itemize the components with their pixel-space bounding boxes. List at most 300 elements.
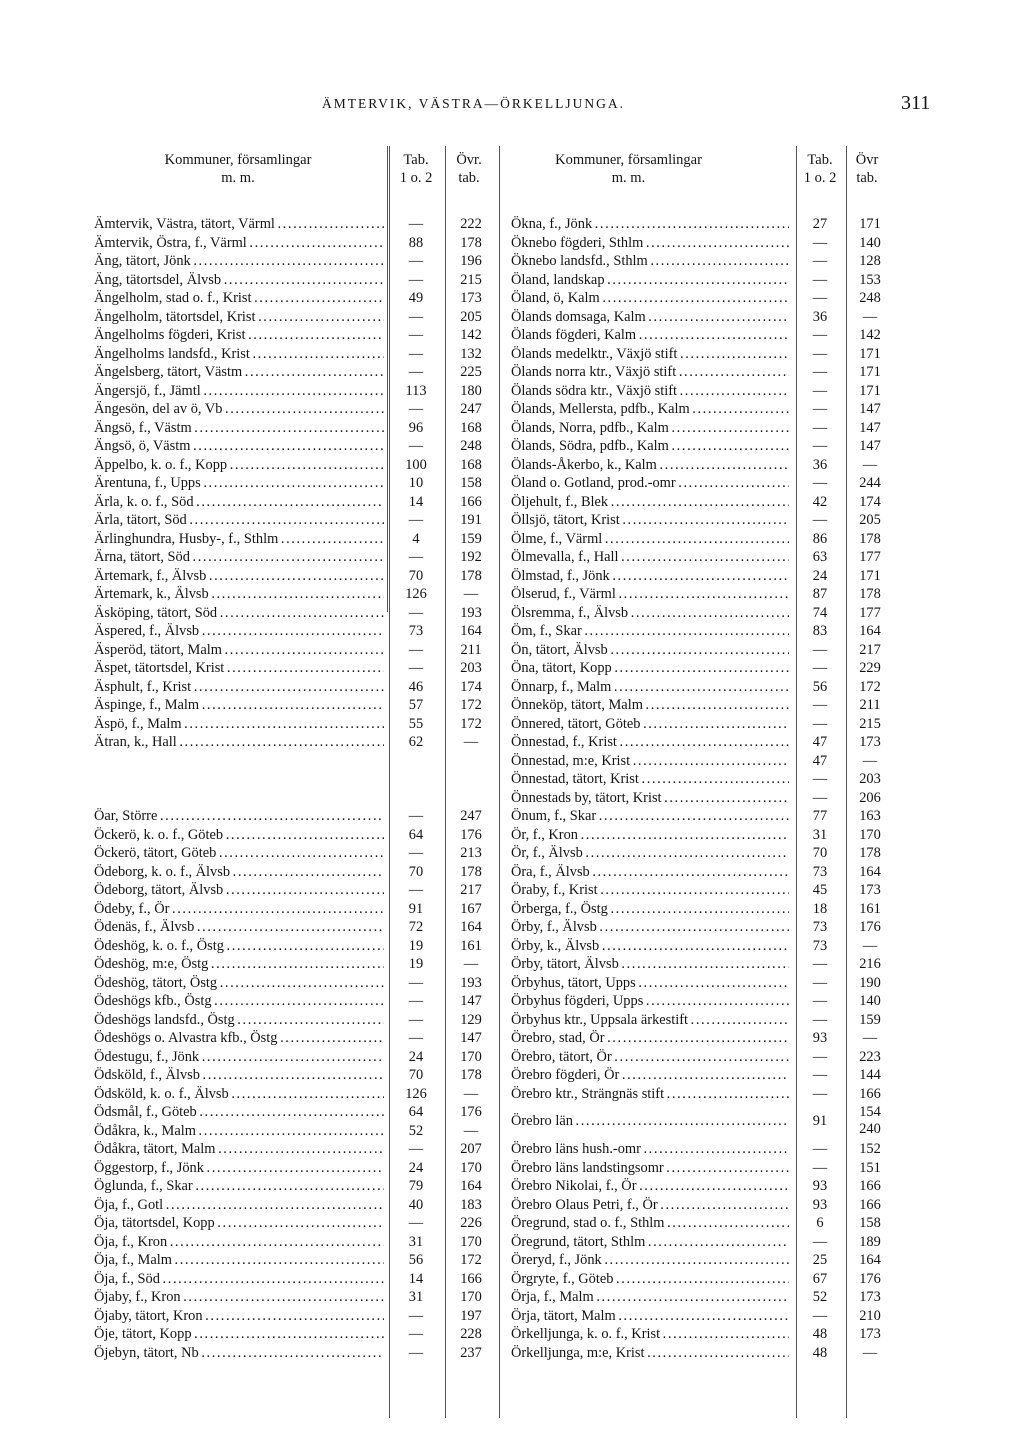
entry-name: Örja, f., Malm . . . [511,1288,789,1307]
running-title: ÄMTERVIK, VÄSTRA—ÖRKELLJUNGA. [322,96,626,111]
entry-name: Ärla, tätort, Söd . . . [94,511,384,530]
entry-tab-value: 31 [812,826,828,843]
entry-tab-value: — [812,771,828,787]
entry-name: Ärtemark, k., Älvsb . . . [94,585,384,604]
entry-tab-value: 87 [812,586,828,602]
entry-tab-value: — [812,419,828,436]
entry-ovr-value: 237 [460,1344,482,1361]
entry-name: Öregrund, stad o. f., Sthlm . . . [511,1214,789,1233]
entry-ovr-value: 142 [859,327,881,343]
col-name-label: Kommuner, församlingar [164,152,312,168]
entry-tab-value: — [812,715,828,732]
entry-tab-value: 67 [812,1270,828,1287]
entry-ovr-value: 244 [859,475,881,491]
entry-ovr-value: 171 [859,216,881,232]
entry-ovr-value: 170 [460,1048,482,1065]
entry-ovr-value: 144 [859,1067,881,1083]
entry-ovr-value: — [862,308,878,325]
entry-ovr-value: 172 [859,678,881,695]
entry-tab-value: — [812,327,828,343]
entry-ovr-value: 166 [859,1178,881,1194]
entry-name: Örkelljunga, m:e, Krist . . . [511,1344,789,1363]
entry-name: Ärla, k. o. f., Söd . . . [94,493,384,512]
entry-tab-value: — [408,993,424,1009]
entry-name: Öland, ö, Kalm . . . [511,289,789,308]
entry-tab-value: 93 [812,1178,828,1194]
entry-tab-value: 47 [812,752,828,769]
page-number: 311 [901,92,931,114]
entry-tab-value: 48 [812,1344,828,1361]
entry-name: Ödeborg, tätort, Älvsb . . . [94,881,384,900]
entry-name: Öja, f., Söd . . . [94,1270,384,1289]
entry-ovr-value: 247 [460,401,482,417]
entry-tab-value: 27 [812,216,828,232]
entry-ovr-value: 178 [460,567,482,584]
column-rule [796,146,797,1418]
entry-ovr-value: 174 [859,493,881,510]
entry-tab-value: 36 [812,308,828,325]
entry-tab-value: 100 [405,456,427,473]
entry-name: Äsköping, tätort, Söd . . . [94,604,384,623]
entry-tab-value: — [408,1307,424,1324]
entry-tab-value: — [812,974,828,991]
entry-ovr-value: 197 [460,1307,482,1324]
entry-tab-value: — [408,216,424,232]
entry-name: Örby, k., Älvsb . . . [511,937,789,956]
entry-name: Ärna, tätort, Söd . . . [94,548,384,567]
entry-ovr-value: 159 [460,530,482,547]
entry-tab-value: 79 [408,1178,424,1194]
entry-name: Örebro läns landstingsomr . . . [511,1159,789,1178]
entry-name: Ängelholms fögderi, Krist . . . [94,326,384,345]
entry-name: Ölands norra ktr., Växjö stift . . . [511,363,789,382]
entry-name: Öland o. Gotland, prod.-omr . . . [511,474,789,493]
entry-ovr-value: 192 [460,549,482,565]
entry-name: Ölme, f., Värml . . . [511,530,789,549]
entry-tab-value: 73 [812,919,828,935]
entry-tab-value: — [408,253,424,269]
entry-tab-value: 62 [408,734,424,750]
entry-ovr-value: 171 [859,567,881,584]
entry-name: Örebro, stad, Ör . . . [511,1029,789,1048]
entry-tab-value: — [812,1085,828,1102]
entry-ovr-value: 158 [460,475,482,491]
entry-ovr-value: 166 [460,493,482,510]
entry-tab-value: 42 [812,493,828,510]
entry-ovr-value: 248 [460,438,482,454]
entry-ovr-value: 142 [460,327,482,343]
entry-ovr-value: 153 [859,271,881,288]
entry-name: Ödeshögs kfb., Östg . . . [94,992,384,1011]
entry-ovr-value: 158 [859,1215,881,1231]
entry-ovr-value: 176 [859,919,881,935]
entry-ovr-value: 164 [460,1178,482,1194]
entry-name: Äng, tätortsdel, Älvsb . . . [94,271,384,290]
entry-name: Öland, landskap . . . [511,271,789,290]
entry-name: Örby, tätort, Älvsb . . . [511,955,789,974]
entry-ovr-value: 215 [460,271,482,288]
column-rule [846,146,847,1418]
entry-name: Ölmstad, f., Jönk . . . [511,567,789,586]
entry-name: Ödåkra, k., Malm . . . [94,1122,384,1141]
entry-ovr-value: 178 [859,845,881,861]
entry-ovr-value: 164 [460,623,482,639]
entry-tab-value: — [812,271,828,288]
entry-name: Örebro fögderi, Ör . . . [511,1066,789,1085]
entry-name: Ödeshögs o. Alvastra kfb., Östg . . . [94,1029,384,1048]
entry-name: Ängsö, f., Västm . . . [94,419,384,438]
entry-ovr-value: 172 [460,697,482,713]
entry-ovr-value: 171 [859,382,881,399]
entry-name: Ölserud, f., Värml . . . [511,585,789,604]
entry-ovr-value: 193 [460,974,482,991]
entry-tab-value: 77 [812,808,828,824]
entry-ovr-value: 147 [859,438,881,454]
entry-tab-value: — [812,660,828,676]
entry-tab-value: 70 [408,863,424,880]
entry-tab-value: 113 [405,382,427,399]
column-rule [445,146,446,1418]
entry-ovr-value: 147 [460,993,482,1009]
entry-tab-value: 31 [408,1233,424,1250]
entry-name: Önnestads by, tätort, Krist . . . [511,789,789,808]
entry-ovr-value-b: 240 [859,1121,881,1137]
entry-tab-value: — [812,1159,828,1176]
entry-tab-value: 64 [408,826,424,843]
entry-ovr-value: 178 [460,234,482,251]
entry-tab-value: — [812,234,828,251]
entry-name: Öregrund, tätort, Sthlm . . . [511,1233,789,1252]
entry-ovr-value: 207 [460,1141,482,1157]
entry-tab-value: 73 [812,937,828,954]
entry-tab-value: — [408,438,424,454]
entry-name: Ämtervik, Västra, tätort, Värml . . . [94,215,384,234]
entry-tab-value: 93 [812,1030,828,1046]
entry-tab-value: — [408,1326,424,1342]
entry-name: Ängelholm, stad o. f., Krist . . . [94,289,384,308]
entry-name: Ödestugu, f., Jönk . . . [94,1048,384,1067]
entry-name: Ölands, Mellersta, pdfb., Kalm . . . [511,400,789,419]
entry-name: Äspet, tätortsdel, Krist . . . [94,659,384,678]
entry-tab-value: — [408,549,424,565]
col-name-label-2: m. m. [221,170,255,186]
entry-tab-value: 56 [408,1252,424,1268]
entry-tab-value: — [408,604,424,621]
entry-tab-value: 24 [812,567,828,584]
running-head [0,92,1024,122]
entry-ovr-value: 166 [460,1270,482,1287]
col-ovr-label-2: tab. [856,170,878,186]
entry-tab-value: — [408,271,424,288]
entry-name: Äspö, f., Malm . . . [94,715,384,734]
entry-ovr-value: 152 [859,1141,881,1157]
entry-name: Ärlinghundra, Husby-, f., Sthlm . . . [94,530,384,549]
entry-ovr-value: 191 [460,512,482,528]
entry-name: Ängelsberg, tätort, Västm . . . [94,363,384,382]
entry-name: Örberga, f., Östg . . . [511,900,789,919]
entry-name: Ärtemark, f., Älvsb . . . [94,567,384,586]
entry-tab-value: 10 [408,475,424,491]
entry-tab-value: 126 [405,586,427,602]
entry-name: Öjebyn, tätort, Nb . . . [94,1344,384,1363]
entry-name: Ödsköld, f., Älvsb . . . [94,1066,384,1085]
entry-ovr-value: 177 [859,604,881,621]
entry-ovr-value: 226 [460,1215,482,1231]
entry-name: Ör, f., Älvsb . . . [511,844,789,863]
entry-ovr-value: 170 [460,1233,482,1250]
entry-ovr-value: 217 [460,882,482,898]
entry-tab-value: 73 [408,623,424,639]
entry-ovr-value: 170 [460,1159,482,1176]
entry-tab-value: 40 [408,1196,424,1213]
entry-ovr-value: 248 [859,290,881,306]
entry-tab-value: 91 [812,1113,828,1129]
entry-tab-value: 19 [408,937,424,954]
entry-name: Ödeshögs landsfd., Östg . . . [94,1011,384,1030]
entry-ovr-value: 222 [460,216,482,232]
col-ovr-label: Övr [855,152,879,168]
entry-tab-value: — [408,308,424,325]
entry-name: Ölands fögderi, Kalm . . . [511,326,789,345]
entry-tab-value: 19 [408,956,424,972]
entry-tab-value: — [812,697,828,713]
entry-name: Ödåkra, tätort, Malm . . . [94,1140,384,1159]
col-tab-label-2: 1 o. 2 [803,170,837,186]
entry-ovr-value: — [862,1344,878,1361]
entry-ovr-value: 140 [859,993,881,1009]
entry-tab-value: — [812,993,828,1009]
entry-ovr-value: 163 [859,808,881,824]
entry-tab-value: — [812,364,828,380]
entry-name: Ölands domsaga, Kalm . . . [511,308,789,327]
entry-ovr-value: — [862,752,878,769]
entry-ovr-value: 147 [859,401,881,417]
entry-ovr-value: 178 [460,1067,482,1083]
entry-name: Ängesön, del av ö, Vb . . . [94,400,384,419]
entry-tab-value: — [812,345,828,362]
entry-tab-value: 52 [812,1289,828,1305]
entry-tab-value: — [812,789,828,806]
entry-ovr-value: 168 [460,419,482,436]
col-tab-label-2: 1 o. 2 [399,170,433,186]
entry-tab-value: — [408,660,424,676]
entry-tab-value: — [812,290,828,306]
entry-tab-value: 4 [412,530,420,547]
entry-ovr-value: 132 [460,345,482,362]
entry-name: Öckerö, k. o. f., Göteb . . . [94,826,384,845]
entry-ovr-value: — [463,734,479,750]
entry-tab-value: 24 [408,1159,424,1176]
entry-name: Ölands medelktr., Växjö stift . . . [511,345,789,364]
entry-ovr-value: 223 [859,1048,881,1065]
entry-name: Örkelljunga, k. o. f., Krist . . . [511,1325,789,1344]
entry-name: Ängelholm, tätortsdel, Krist . . . [94,308,384,327]
entry-ovr-value: 217 [859,641,881,658]
entry-name: Öknebo fögderi, Sthlm . . . [511,234,789,253]
col-ovr-label: Övr. [456,152,482,168]
entry-name: Ölands södra ktr., Växjö stift . . . [511,382,789,401]
entry-name: Ölands, Södra, pdfb., Kalm . . . [511,437,789,456]
entry-name: Ödeshög, k. o. f., Östg . . . [94,937,384,956]
entry-ovr-value: 147 [460,1030,482,1046]
entry-ovr-value: 206 [859,789,881,806]
entry-name: Öckerö, tätort, Göteb . . . [94,844,384,863]
col-tab-label: Tab. [403,152,429,168]
entry-ovr-value [847,1104,893,1138]
entry-ovr-value: 173 [460,290,482,306]
col-ovr-label-2: tab. [458,170,480,186]
entry-name: Örebro län . . . [511,1103,789,1140]
entry-tab-value: 91 [408,900,424,917]
entry-tab-value: 83 [812,623,828,639]
entry-name: Ödeborg, k. o. f., Älvsb . . . [94,863,384,882]
entry-name: Örebro läns hush.-omr . . . [511,1140,789,1159]
entry-name: Ämtervik, Östra, f., Värml . . . [94,234,384,253]
entry-tab-value: 86 [812,530,828,547]
entry-ovr-value: 164 [859,623,881,639]
entry-ovr-value: — [862,456,878,473]
entry-ovr-value: 171 [859,364,881,380]
entry-name: Ölands, Norra, pdfb., Kalm . . . [511,419,789,438]
entry-ovr-value: 211 [859,697,881,713]
entry-name: Öna, tätort, Kopp . . . [511,659,789,678]
col-name-label-2: m. m. [611,170,646,186]
entry-ovr-value: — [862,1030,878,1046]
entry-name: Ärentuna, f., Upps . . . [94,474,384,493]
entry-ovr-value: 176 [859,1270,881,1287]
entry-name: Ängersjö, f., Jämtl . . . [94,382,384,401]
entry-name: Önnestad, m:e, Krist . . . [511,752,789,771]
entry-ovr-value: 178 [460,863,482,880]
entry-ovr-value: 190 [859,974,881,991]
entry-ovr-value: 172 [460,715,482,732]
entry-ovr-value: 174 [460,678,482,695]
entry-tab-value: 14 [408,493,424,510]
entry-tab-value: — [812,1048,828,1065]
entry-tab-value: 25 [812,1252,828,1268]
entry-name: Önnestad, tätort, Krist . . . [511,770,789,789]
entry-tab-value: 70 [408,567,424,584]
entry-tab-value: 56 [812,678,828,695]
entry-ovr-value: 176 [460,1104,482,1120]
entry-tab-value: 45 [812,882,828,898]
col-name-label: Kommuner, församlingar [555,152,702,168]
entry-tab-value: — [812,475,828,491]
entry-tab-value: 18 [812,900,828,917]
entry-name: Örebro Olaus Petri, f., Ör . . . [511,1196,789,1215]
entry-name: Öglunda, f., Skar . . . [94,1177,384,1196]
entry-name: Öar, Större . . . [94,807,384,826]
entry-ovr-value: 172 [460,1252,482,1268]
entry-name: Öra, f., Älvsb . . . [511,863,789,882]
entry-name: Öjaby, tätort, Kron . . . [94,1307,384,1326]
entry-tab-value: — [812,1141,828,1157]
entry-tab-value: 72 [408,919,424,935]
entry-name: Ätran, k., Hall . . . [94,733,384,752]
entry-name: Örebro Nikolai, f., Ör . . . [511,1177,789,1196]
entry-name: Önnarp, f., Malm . . . [511,678,789,697]
entry-name: Ödsköld, k. o. f., Älvsb . . . [94,1085,384,1104]
entry-ovr-value: 140 [859,234,881,251]
entry-ovr-value: 216 [859,956,881,972]
entry-tab-value: 52 [408,1122,424,1139]
entry-ovr-value: 161 [859,900,881,917]
entry-name: Öllsjö, tätort, Krist . . . [511,511,789,530]
entry-tab-value: 73 [812,863,828,880]
entry-name: Öja, f., Gotl . . . [94,1196,384,1215]
entry-tab-value: — [812,401,828,417]
entry-tab-value: — [812,512,828,528]
entry-tab-value: — [408,1344,424,1361]
entry-ovr-value: 164 [859,1252,881,1268]
entry-name: Önnestad, f., Krist . . . [511,733,789,752]
entry-ovr-value: 171 [859,345,881,362]
entry-ovr-value: — [862,937,878,954]
entry-name: Örebro, tätort, Ör . . . [511,1048,789,1067]
column-rule [499,146,500,1418]
entry-ovr-value: 205 [460,308,482,325]
entry-name: Önnered, tätort, Göteb . . . [511,715,789,734]
entry-name: Äng, tätort, Jönk . . . [94,252,384,271]
entry-tab-value: — [408,345,424,362]
entry-tab-value: — [408,327,424,343]
entry-tab-value: — [812,382,828,399]
entry-tab-value: — [812,1067,828,1083]
entry-name: Äsperöd, tätort, Malm . . . [94,641,384,660]
entry-ovr-value: — [463,956,479,972]
entry-ovr-value: 164 [859,863,881,880]
entry-ovr-value: 161 [460,937,482,954]
entry-name: Ängsö, ö, Västm . . . [94,437,384,456]
entry-tab-value: 14 [408,1270,424,1287]
column-rule [387,146,388,612]
entry-name: Önum, f., Skar . . . [511,807,789,826]
entry-tab-value: 6 [816,1215,824,1231]
entry-ovr-value: 147 [859,419,881,436]
entry-name: Öljehult, f., Blek . . . [511,493,789,512]
entry-tab-value: 47 [812,734,828,750]
entry-name: Ödeby, f., Ör . . . [94,900,384,919]
entry-ovr-value: 168 [460,456,482,473]
entry-tab-value: — [812,253,828,269]
entry-name: Äppelbo, k. o. f., Kopp . . . [94,456,384,475]
entry-name: Ödenäs, f., Älvsb . . . [94,918,384,937]
entry-ovr-value: 159 [859,1011,881,1028]
entry-tab-value: 36 [812,456,828,473]
entry-name: Äsphult, f., Krist . . . [94,678,384,697]
entry-ovr-value: 203 [859,771,881,787]
entry-ovr-value: 170 [859,826,881,843]
entry-name: Örbyhus fögderi, Upps . . . [511,992,789,1011]
entry-ovr-value: 189 [859,1233,881,1250]
entry-ovr-value: 228 [460,1326,482,1342]
entry-tab-value: 70 [812,845,828,861]
entry-name: Ödeshög, tätort, Östg . . . [94,974,384,993]
entry-name: Öreryd, f., Jönk . . . [511,1251,789,1270]
entry-ovr-value: 229 [859,660,881,676]
entry-name: Ödeshög, m:e, Östg . . . [94,955,384,974]
entry-ovr-value: 164 [460,919,482,935]
entry-tab-value: — [408,808,424,824]
entry-tab-value: — [408,401,424,417]
entry-tab-value: — [408,1011,424,1028]
entry-ovr-value: 176 [460,826,482,843]
entry-ovr-value: — [463,1122,479,1139]
entry-name: Öggestorp, f., Jönk . . . [94,1159,384,1178]
entry-tab-value: — [812,438,828,454]
entry-tab-value: — [408,641,424,658]
entry-ovr-value: 166 [859,1196,881,1213]
